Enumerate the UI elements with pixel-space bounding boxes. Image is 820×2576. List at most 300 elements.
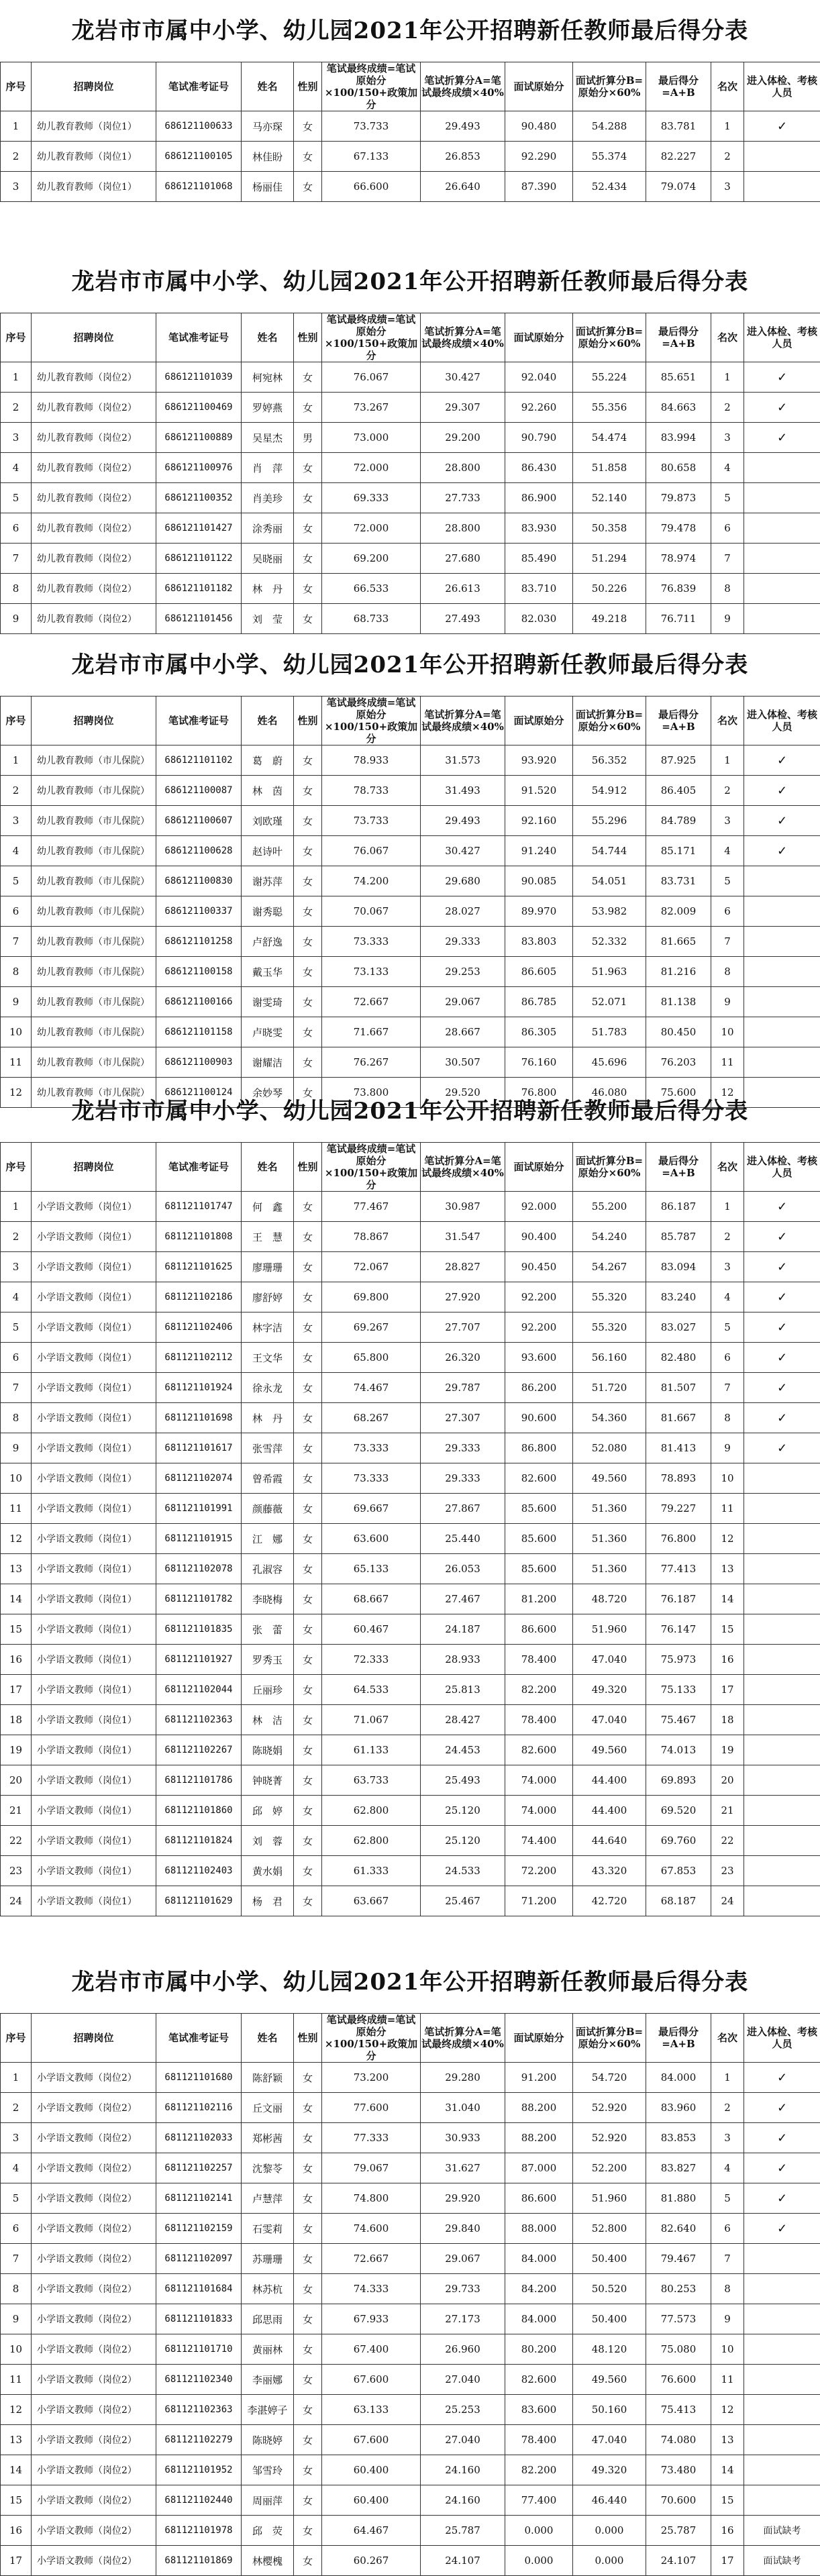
table-cell: 26.853 (421, 142, 505, 172)
table-cell: 48.720 (573, 1584, 646, 1614)
exam-id-cell: 686121101427 (156, 513, 242, 544)
table-cell: 1 (1, 1192, 32, 1222)
table-cell: 60.267 (322, 2546, 421, 2576)
table-cell: 28.827 (421, 1252, 505, 1282)
table-cell: 2 (711, 2093, 744, 2123)
exam-id-cell: 681121102340 (156, 2365, 242, 2395)
table-cell: 徐永龙 (242, 1373, 294, 1403)
table-cell: 88.000 (505, 2214, 573, 2244)
table-cell: 56.160 (573, 1343, 646, 1373)
table-cell: 13 (711, 1554, 744, 1584)
table-cell: 68.187 (646, 1886, 711, 1916)
table-cell: 刘 莹 (242, 604, 294, 634)
table-cell: 12 (711, 1524, 744, 1554)
table-cell: 82.640 (646, 2214, 711, 2244)
table-cell: 女 (294, 1078, 322, 1108)
table-cell: 76.187 (646, 1584, 711, 1614)
table-cell: 79.478 (646, 513, 711, 544)
table-cell: 12 (711, 1078, 744, 1108)
score-sheet (0, 0, 820, 202)
post-cell: 小学语文教师（岗位1） (32, 1735, 156, 1765)
table-cell: 7 (1, 544, 32, 574)
table-cell: 91.200 (505, 2063, 573, 2093)
table-cell: 王文华 (242, 1343, 294, 1373)
table-cell: 31.547 (421, 1222, 505, 1252)
column-header: 最后得分=A+B (646, 2014, 711, 2063)
table-cell: 83.027 (646, 1312, 711, 1343)
table-cell: 3 (1, 1252, 32, 1282)
table-cell: 30.987 (421, 1192, 505, 1222)
selected-check (744, 1614, 820, 1645)
table-cell: 45.696 (573, 1047, 646, 1078)
table-cell: 女 (294, 483, 322, 513)
exam-id-cell: 681121101927 (156, 1645, 242, 1675)
table-cell: 64.467 (322, 2516, 421, 2546)
table-cell: 80.200 (505, 2334, 573, 2365)
table-cell: 69.520 (646, 1796, 711, 1826)
table-cell: 1 (711, 2063, 744, 2093)
table-row (1, 604, 820, 634)
post-cell: 小学语文教师（岗位2） (32, 2274, 156, 2304)
table-cell: 82.600 (505, 2365, 573, 2395)
table-cell: 女 (294, 927, 322, 957)
table-cell: 86.900 (505, 483, 573, 513)
exam-id-cell: 681121101782 (156, 1584, 242, 1614)
table-cell: 11 (711, 1047, 744, 1078)
post-cell: 幼儿教育教师（市儿保院） (32, 1078, 156, 1108)
table-cell: 83.994 (646, 423, 711, 453)
table-cell: 女 (294, 2516, 322, 2546)
table-cell: 82.030 (505, 604, 573, 634)
table-cell: 86.187 (646, 1192, 711, 1222)
column-header: 姓名 (242, 62, 294, 111)
table-row (1, 1826, 820, 1856)
table-cell: 19 (711, 1735, 744, 1765)
table-cell: 83.827 (646, 2153, 711, 2183)
table-cell: 72.000 (322, 453, 421, 483)
column-header: 面试折算分B=原始分×60% (573, 2014, 646, 2063)
selected-check: ✓ (744, 745, 820, 776)
table-cell: 6 (1, 513, 32, 544)
column-header: 姓名 (242, 313, 294, 362)
table-cell: 4 (1, 836, 32, 866)
table-cell: 9 (1, 987, 32, 1017)
table-row (1, 745, 820, 776)
table-cell: 27.467 (421, 1584, 505, 1614)
table-cell: 52.332 (573, 927, 646, 957)
table-row (1, 2214, 820, 2244)
table-cell: 李晓梅 (242, 1584, 294, 1614)
table-cell: 女 (294, 2365, 322, 2395)
table-cell: 47.040 (573, 2425, 646, 2455)
post-cell: 幼儿教育教师（岗位2） (32, 483, 156, 513)
score-sheet (0, 251, 820, 634)
exam-id-cell: 686121100158 (156, 957, 242, 987)
table-cell: 女 (294, 142, 322, 172)
table-cell: 26.053 (421, 1554, 505, 1584)
table-cell: 75.133 (646, 1675, 711, 1705)
table-cell: 女 (294, 2425, 322, 2455)
table-cell: 24.160 (421, 2455, 505, 2485)
selected-check (744, 2395, 820, 2425)
exam-id-cell: 681121102186 (156, 1282, 242, 1312)
exam-id-cell: 681121101924 (156, 1373, 242, 1403)
table-cell: 女 (294, 1524, 322, 1554)
table-cell: 丘丽珍 (242, 1675, 294, 1705)
exam-id-cell: 681121102097 (156, 2244, 242, 2274)
table-cell: 9 (711, 604, 744, 634)
table-cell: 24.160 (421, 2485, 505, 2516)
post-cell: 幼儿教育教师（市儿保院） (32, 745, 156, 776)
table-cell: 79.067 (322, 2153, 421, 2183)
table-cell: 沈黎苓 (242, 2153, 294, 2183)
column-header: 性别 (294, 2014, 322, 2063)
table-cell: 女 (294, 1675, 322, 1705)
table-cell: 7 (1, 2244, 32, 2274)
post-cell: 小学语文教师（岗位1） (32, 1645, 156, 1675)
exam-id-cell: 681121102440 (156, 2485, 242, 2516)
table-cell: 67.853 (646, 1856, 711, 1886)
table-cell: 26.960 (421, 2334, 505, 2365)
column-header: 面试折算分B=原始分×60% (573, 62, 646, 111)
table-cell: 83.600 (505, 2395, 573, 2425)
table-cell: 28.800 (421, 453, 505, 483)
table-cell: 24.533 (421, 1856, 505, 1886)
table-cell: 82.600 (505, 1735, 573, 1765)
table-cell: 9 (1, 2304, 32, 2334)
table-row (1, 1584, 820, 1614)
table-cell: 3 (1, 172, 32, 202)
selected-check (744, 1856, 820, 1886)
table-cell: 男 (294, 423, 322, 453)
column-header: 性别 (294, 1143, 322, 1192)
table-cell: 17 (1, 1675, 32, 1705)
selected-check (744, 142, 820, 172)
exam-id-cell: 686121101158 (156, 1017, 242, 1047)
selected-check (744, 1645, 820, 1675)
selected-check: ✓ (744, 1403, 820, 1433)
table-cell: 86.405 (646, 776, 711, 806)
selected-check (744, 2274, 820, 2304)
table-row (1, 2334, 820, 2365)
column-header: 最后得分=A+B (646, 697, 711, 745)
column-header: 笔试折算分A=笔试最终成绩×40% (421, 62, 505, 111)
table-cell: 女 (294, 1705, 322, 1735)
table-cell: 3 (711, 806, 744, 836)
table-cell: 78.974 (646, 544, 711, 574)
table-cell: 16 (1, 2516, 32, 2546)
selected-check: ✓ (744, 1282, 820, 1312)
table-cell: 86.600 (505, 1614, 573, 1645)
table-row (1, 896, 820, 927)
exam-id-cell: 681121102279 (156, 2425, 242, 2455)
post-cell: 幼儿教育教师（岗位2） (32, 362, 156, 393)
exam-id-cell: 686121101258 (156, 927, 242, 957)
table-cell: 55.200 (573, 1192, 646, 1222)
table-cell: 29.280 (421, 2063, 505, 2093)
table-cell: 90.600 (505, 1403, 573, 1433)
exam-id-cell: 681121101786 (156, 1765, 242, 1796)
table-cell: 82.480 (646, 1343, 711, 1373)
exam-id-cell: 686121100087 (156, 776, 242, 806)
table-cell: 罗秀玉 (242, 1645, 294, 1675)
table-row (1, 1554, 820, 1584)
table-cell: 79.074 (646, 172, 711, 202)
table-cell: 陈舒颖 (242, 2063, 294, 2093)
post-cell: 小学语文教师（岗位1） (32, 1826, 156, 1856)
table-cell: 孔淑容 (242, 1554, 294, 1584)
table-cell: 2 (1, 2093, 32, 2123)
exam-id-cell: 686121100607 (156, 806, 242, 836)
table-cell: 29.840 (421, 2214, 505, 2244)
selected-check (744, 2304, 820, 2334)
table-cell: 69.333 (322, 483, 421, 513)
table-cell: 何 鑫 (242, 1192, 294, 1222)
table-cell: 76.267 (322, 1047, 421, 1078)
post-cell: 小学语文教师（岗位1） (32, 1222, 156, 1252)
table-cell: 女 (294, 1796, 322, 1826)
table-cell: 卢舒逸 (242, 927, 294, 957)
table-cell: 84.663 (646, 393, 711, 423)
table-cell: 52.434 (573, 172, 646, 202)
table-cell: 54.474 (573, 423, 646, 453)
table-row (1, 423, 820, 453)
table-cell: 76.147 (646, 1614, 711, 1645)
remark-cell: 面试缺考 (744, 2516, 820, 2546)
selected-check (744, 453, 820, 483)
selected-check (744, 2244, 820, 2274)
column-header: 招聘岗位 (32, 62, 156, 111)
post-cell: 小学语文教师（岗位1） (32, 1554, 156, 1584)
table-cell: 74.400 (505, 1826, 573, 1856)
post-cell: 小学语文教师（岗位2） (32, 2063, 156, 2093)
sheet-title: 龙岩市市属中小学、幼儿园2021年公开招聘新任教师最后得分表 (0, 251, 820, 313)
column-header: 面试原始分 (505, 2014, 573, 2063)
table-cell: 84.000 (646, 2063, 711, 2093)
post-cell: 小学语文教师（岗位2） (32, 2304, 156, 2334)
table-cell: 47.040 (573, 1645, 646, 1675)
table-cell: 61.333 (322, 1856, 421, 1886)
table-cell: 女 (294, 896, 322, 927)
table-cell: 54.360 (573, 1403, 646, 1433)
table-cell: 63.133 (322, 2395, 421, 2425)
post-cell: 小学语文教师（岗位1） (32, 1584, 156, 1614)
post-cell: 小学语文教师（岗位1） (32, 1675, 156, 1705)
table-cell: 女 (294, 1856, 322, 1886)
post-cell: 小学语文教师（岗位2） (32, 2244, 156, 2274)
table-cell: 77.600 (322, 2093, 421, 2123)
post-cell: 小学语文教师（岗位1） (32, 1252, 156, 1282)
post-cell: 小学语文教师（岗位1） (32, 1886, 156, 1916)
table-cell: 8 (711, 1403, 744, 1433)
table-cell: 72.667 (322, 987, 421, 1017)
table-row (1, 513, 820, 544)
table-cell: 24.453 (421, 1735, 505, 1765)
header-row (1, 313, 820, 362)
table-cell: 27.173 (421, 2304, 505, 2334)
exam-id-cell: 681121101860 (156, 1796, 242, 1826)
table-cell: 28.800 (421, 513, 505, 544)
table-cell: 4 (711, 2153, 744, 2183)
table-cell: 10 (1, 2334, 32, 2365)
table-cell: 女 (294, 1373, 322, 1403)
table-row (1, 2546, 820, 2576)
table-cell: 73.333 (322, 1463, 421, 1494)
table-row (1, 2063, 820, 2093)
table-cell: 郑彬茜 (242, 2123, 294, 2153)
table-row (1, 1675, 820, 1705)
table-cell: 27.867 (421, 1494, 505, 1524)
table-row (1, 1252, 820, 1282)
column-header: 名次 (711, 1143, 744, 1192)
table-cell: 29.333 (421, 927, 505, 957)
column-header: 笔试折算分A=笔试最终成绩×40% (421, 1143, 505, 1192)
column-header: 名次 (711, 2014, 744, 2063)
post-cell: 小学语文教师（岗位2） (32, 2153, 156, 2183)
exam-id-cell: 681121102363 (156, 1705, 242, 1735)
table-cell: 52.080 (573, 1433, 646, 1463)
table-cell: 邱 婷 (242, 1796, 294, 1826)
table-row (1, 1463, 820, 1494)
table-cell: 7 (711, 2244, 744, 2274)
table-cell: 27.040 (421, 2425, 505, 2455)
table-cell: 84.000 (505, 2304, 573, 2334)
sheet-title: 龙岩市市属中小学、幼儿园2021年公开招聘新任教师最后得分表 (0, 0, 820, 62)
table-cell: 25.787 (421, 2516, 505, 2546)
table-cell: 50.358 (573, 513, 646, 544)
table-cell: 女 (294, 1614, 322, 1645)
table-cell: 52.800 (573, 2214, 646, 2244)
table-cell: 92.200 (505, 1312, 573, 1343)
table-cell: 55.320 (573, 1282, 646, 1312)
table-cell: 85.600 (505, 1554, 573, 1584)
column-header: 进入体检、考核人员 (744, 313, 820, 362)
table-cell: 22 (1, 1826, 32, 1856)
table-cell: 67.600 (322, 2365, 421, 2395)
table-cell: 15 (1, 2485, 32, 2516)
table-cell: 邱 荧 (242, 2516, 294, 2546)
table-cell: 90.450 (505, 1252, 573, 1282)
table-cell: 13 (1, 1554, 32, 1584)
table-cell: 86.430 (505, 453, 573, 483)
exam-id-cell: 686121101039 (156, 362, 242, 393)
table-cell: 张雪萍 (242, 1433, 294, 1463)
post-cell: 小学语文教师（岗位2） (32, 2334, 156, 2365)
table-cell: 78.400 (505, 2425, 573, 2455)
table-row (1, 1282, 820, 1312)
table-cell: 85.490 (505, 544, 573, 574)
table-cell: 76.600 (646, 2365, 711, 2395)
column-header: 面试折算分B=原始分×60% (573, 1143, 646, 1192)
selected-check (744, 604, 820, 634)
table-cell: 24 (1, 1886, 32, 1916)
table-cell: 26.613 (421, 574, 505, 604)
table-cell: 27.920 (421, 1282, 505, 1312)
table-cell: 78.867 (322, 1222, 421, 1252)
table-cell: 女 (294, 574, 322, 604)
table-cell: 林 洁 (242, 1705, 294, 1735)
table-cell: 26.640 (421, 172, 505, 202)
table-cell: 18 (711, 1705, 744, 1735)
table-cell: 罗婷燕 (242, 393, 294, 423)
table-cell: 91.520 (505, 776, 573, 806)
table-cell: 31.573 (421, 745, 505, 776)
table-cell: 7 (711, 544, 744, 574)
table-row (1, 2365, 820, 2395)
table-cell: 女 (294, 544, 322, 574)
table-cell: 55.320 (573, 1312, 646, 1343)
table-cell: 25.787 (646, 2516, 711, 2546)
table-cell: 14 (1, 2455, 32, 2485)
table-row (1, 2455, 820, 2485)
table-cell: 75.467 (646, 1705, 711, 1735)
table-cell: 63.667 (322, 1886, 421, 1916)
table-cell: 女 (294, 2485, 322, 2516)
table-cell: 86.305 (505, 1017, 573, 1047)
column-header: 性别 (294, 313, 322, 362)
table-cell: 2 (1, 1222, 32, 1252)
table-cell: 74.800 (322, 2183, 421, 2214)
selected-check (744, 172, 820, 202)
table-cell: 24.187 (421, 1614, 505, 1645)
table-cell: 67.600 (322, 2425, 421, 2455)
table-row (1, 1886, 820, 1916)
table-cell: 24.107 (646, 2546, 711, 2576)
table-row (1, 1856, 820, 1886)
table-cell: 女 (294, 1494, 322, 1524)
table-cell: 8 (711, 957, 744, 987)
table-cell: 50.226 (573, 574, 646, 604)
table-cell: 80.450 (646, 1017, 711, 1047)
table-cell: 女 (294, 836, 322, 866)
post-cell: 幼儿教育教师（岗位2） (32, 574, 156, 604)
exam-id-cell: 681121102112 (156, 1343, 242, 1373)
table-cell: 林 丹 (242, 574, 294, 604)
table-cell: 30.507 (421, 1047, 505, 1078)
table-cell: 67.133 (322, 142, 421, 172)
table-cell: 女 (294, 362, 322, 393)
post-cell: 小学语文教师（岗位1） (32, 1463, 156, 1494)
exam-id-cell: 681121102267 (156, 1735, 242, 1765)
table-cell: 1 (1, 111, 32, 142)
table-cell: 51.960 (573, 2183, 646, 2214)
selected-check (744, 1584, 820, 1614)
table-cell: 24.107 (421, 2546, 505, 2576)
table-cell: 25.467 (421, 1886, 505, 1916)
table-cell: 72.200 (505, 1856, 573, 1886)
table-cell: 女 (294, 1886, 322, 1916)
exam-id-cell: 681121102033 (156, 2123, 242, 2153)
table-cell: 93.600 (505, 1343, 573, 1373)
table-row (1, 1403, 820, 1433)
table-cell: 76.839 (646, 574, 711, 604)
post-cell: 幼儿教育教师（市儿保院） (32, 866, 156, 896)
table-row (1, 362, 820, 393)
table-cell: 女 (294, 453, 322, 483)
table-cell: 47.040 (573, 1705, 646, 1735)
selected-check: ✓ (744, 2153, 820, 2183)
table-cell: 6 (711, 2214, 744, 2244)
table-cell: 3 (1, 2123, 32, 2153)
table-cell: 79.873 (646, 483, 711, 513)
table-cell: 女 (294, 1735, 322, 1765)
table-row (1, 866, 820, 896)
table-cell: 82.600 (505, 1463, 573, 1494)
table-cell: 61.133 (322, 1735, 421, 1765)
table-cell: 29.333 (421, 1463, 505, 1494)
table-cell: 石雯莉 (242, 2214, 294, 2244)
exam-id-cell: 681121101978 (156, 2516, 242, 2546)
